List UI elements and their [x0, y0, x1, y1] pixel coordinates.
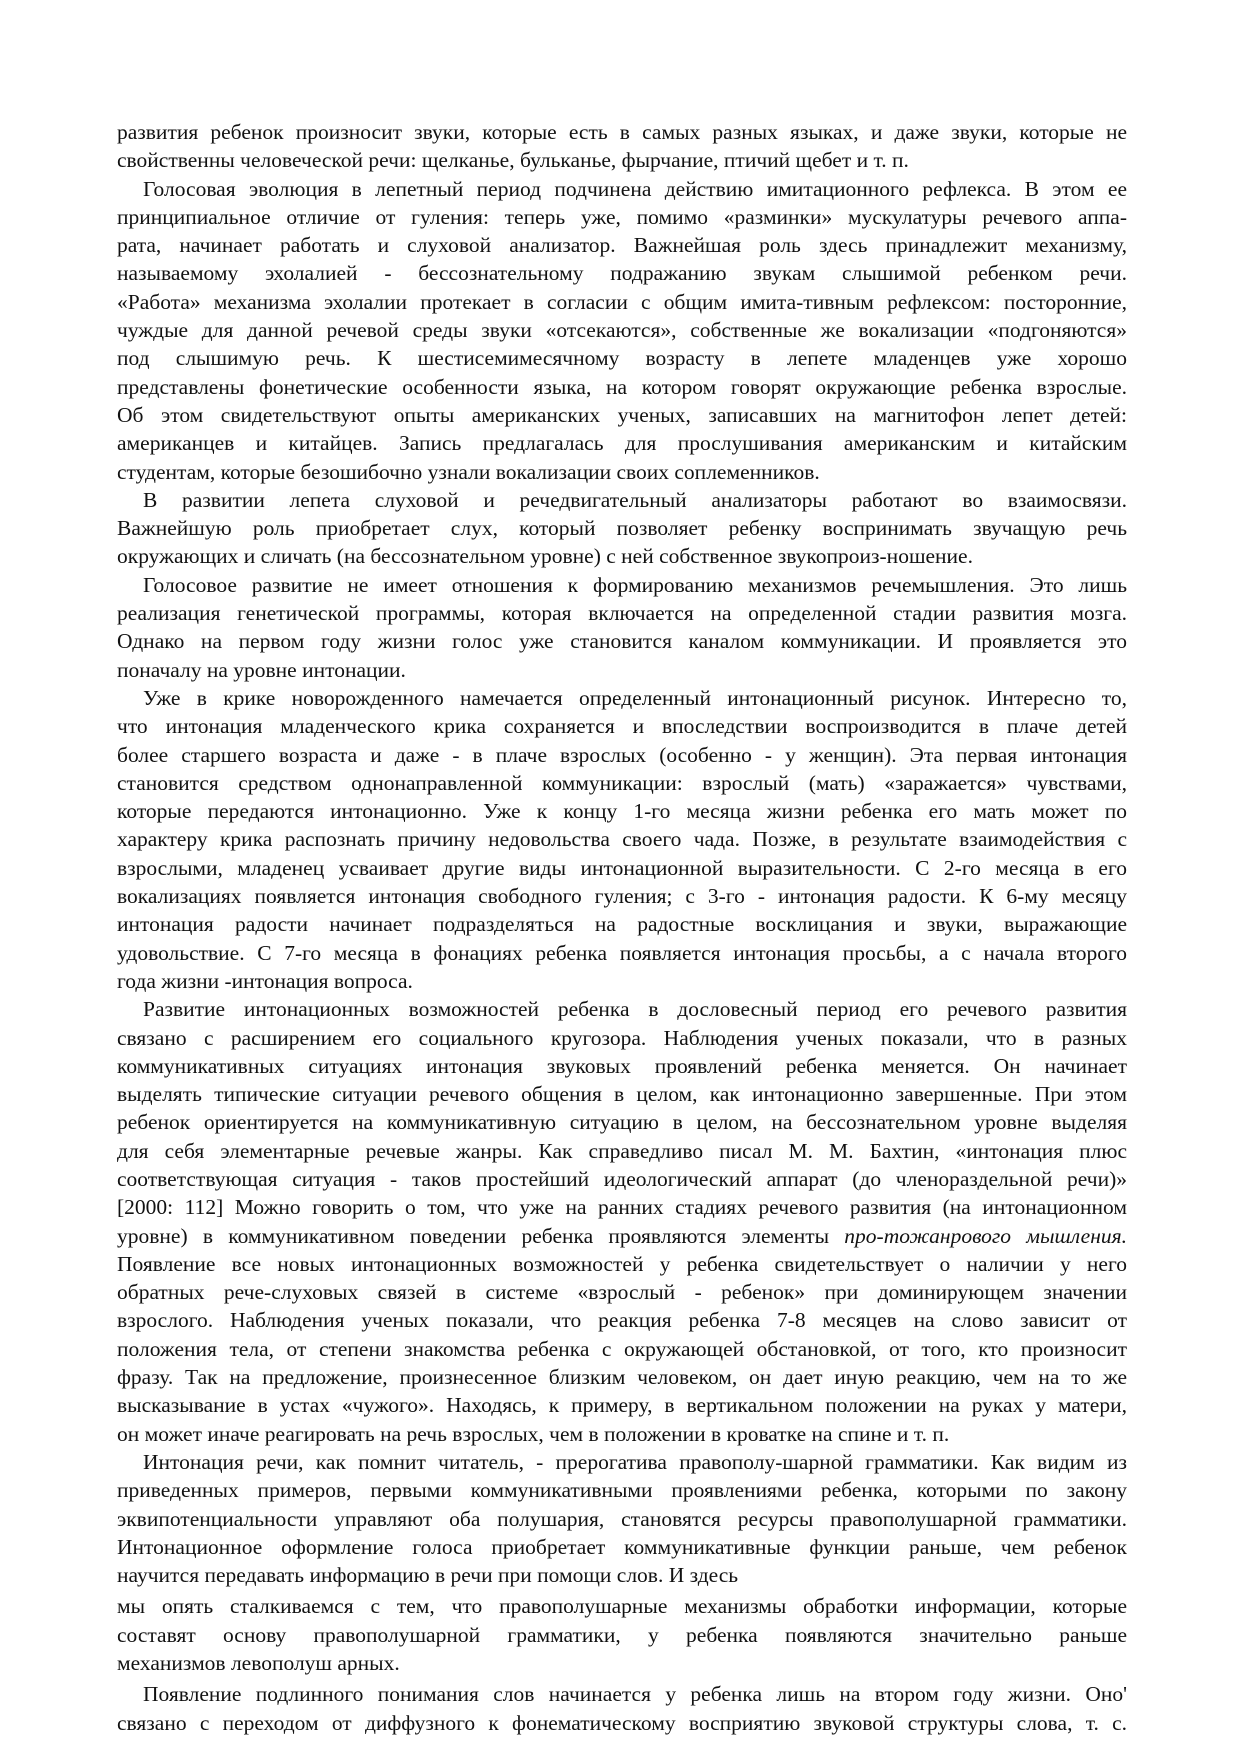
text-line: [117, 1080, 1127, 1108]
text-line-content: Интонационное оформление голоса приобретает коммуникативные функции раньше, чем ребенок: [117, 1534, 1127, 1559]
text-line-content: фразу. Так на предложение, произнесенное близким человеком, он дает иную реакцию, чем на то же: [117, 1365, 1127, 1390]
text-line-content: эквипотенциальности управляют оба полушария, становятся ресурсы правополушарной грамматики.: [117, 1506, 1127, 1531]
text-line: [117, 1533, 1127, 1561]
text-line-content: Об этом свидетельствуют опыты американских ученых, записавших на магнитофон лепет детей:: [117, 402, 1127, 427]
text-line-content: ребенок ориентируется на коммуникативную ситуацию в целом, на бессознательном уровне выделяя: [117, 1110, 1127, 1135]
text-line: [117, 1420, 1127, 1448]
text-line: [117, 1391, 1127, 1419]
text-line-content: составят основу правополушарной грамматики, у ребенка появляются значительно раньше: [117, 1622, 1127, 1647]
text-line: [117, 1476, 1127, 1504]
text-line: [117, 203, 1127, 231]
text-line: [117, 1561, 1127, 1589]
text-line-content: Появление подлинного понимания слов начинается у ребенка лишь на втором году жизни. Оно': [143, 1682, 1127, 1707]
text-line: [117, 712, 1127, 740]
text-line-content: окружающих и сличать (на бессознательном уровне) с ней собственное звукопроиз-ношение.: [117, 544, 973, 569]
text-line: [117, 910, 1127, 938]
text-line-content: чуждые для данной речевой среды звуки «отсекаются», собственные же вокализации «подгоняются»: [117, 318, 1127, 343]
text-line-content: что интонация младенческого крика сохраняется и впоследствии воспроизводится в плаче детей: [117, 714, 1127, 739]
text-line-content: студентам, которые безошибочно узнали вокализации своих соплеменников.: [117, 459, 820, 484]
text-line: [117, 1621, 1127, 1649]
text-line: [117, 316, 1127, 344]
text-line-content: мы опять сталкиваемся с тем, что правополушарные механизмы обработки информации, которые: [117, 1594, 1127, 1619]
text-line: [117, 1165, 1127, 1193]
text-line-content: выделять типические ситуации речевого общения в целом, как интонационно завершенные. При этом: [117, 1082, 1127, 1107]
text-line-content: научится передавать информацию в речи при помощи слов. И здесь: [117, 1563, 739, 1588]
text-line-content: [2000: 112] Можно говорить о том, что уже на ранних стадиях речевого развития (на интонационном: [117, 1195, 1127, 1220]
text-line: [117, 599, 1127, 627]
text-line-content: коммуникативных ситуациях интонация звуковых проявлений ребенка меняется. Он начинает: [117, 1053, 1127, 1078]
text-line: [117, 1505, 1127, 1533]
text-line: [117, 571, 1127, 599]
text-line: [117, 486, 1127, 514]
text-line: [117, 288, 1127, 316]
text-line: [117, 854, 1127, 882]
text-line-content: Голосовое развитие не имеет отношения к формированию механизмов речемышления. Это лишь: [143, 572, 1127, 597]
text-line: [117, 1250, 1127, 1278]
text-line: [117, 344, 1127, 372]
text-line-content: для себя элементарные речевые жанры. Как справедливо писал М. М. Бахтин, «интонация плюс: [117, 1138, 1127, 1163]
text-line: [117, 1709, 1127, 1737]
text-line-content: более старшего возраста и даже - в плаче взрослых (особенно - у женщин). Эта первая интонация: [117, 742, 1127, 767]
text-line-content: Важнейшую роль приобретает слух, который позволяет ребенку воспринимать звучащую речь: [117, 516, 1127, 541]
text-line-content: приведенных примеров, первыми коммуникативными проявлениями ребенка, которыми по закону: [117, 1478, 1127, 1503]
text-line: [117, 939, 1127, 967]
text-line-content: соответствующая ситуация - таков простейший идеологический аппарат (до членораздельной речи)»: [117, 1166, 1127, 1191]
text-line-content: Голосовая эволюция в лепетный период подчинена действию имитационного рефлекса. В этом ее: [143, 176, 1127, 201]
text-line-content: Развитие интонационных возможностей ребенка в дословесный период его речевого развития: [143, 997, 1127, 1022]
text-line: [117, 1193, 1127, 1221]
text-line: [117, 1592, 1127, 1620]
text-line-content: Однако на первом году жизни голос уже становится каналом коммуникации. И проявляется это: [117, 629, 1127, 654]
text-line: [117, 995, 1127, 1023]
text-line: [117, 118, 1127, 146]
text-line: [117, 684, 1127, 712]
text-line-content: он может иначе реагировать на речь взрослых, чем в положении в кроватке на спине и т. п.: [117, 1421, 950, 1446]
text-line: [117, 1052, 1127, 1080]
text-line: [117, 1222, 1127, 1250]
text-line-content: обратных рече-слуховых связей в системе «взрослый - ребенок» при доминирующем значении: [117, 1280, 1127, 1305]
text-line-content: американцев и китайцев. Запись предлагалась для прослушивания американским и китайским: [117, 431, 1127, 456]
text-line: [117, 882, 1127, 910]
text-line: [117, 231, 1127, 259]
text-line-content: года жизни -интонация вопроса.: [117, 968, 413, 993]
text-line: [117, 401, 1127, 429]
text-line: [117, 1137, 1127, 1165]
text-line-content: взрослого. Наблюдения ученых показали, что реакция ребенка 7-8 месяцев на слово зависит от: [117, 1308, 1127, 1333]
text-line: [117, 1649, 1127, 1677]
italic-term: про-тожанрового мышления.: [844, 1223, 1127, 1248]
text-line-content: связано с переходом от диффузного к фонематическому восприятию звуковой структуры слова, т. с.: [117, 1710, 1127, 1735]
text-line-content: называемому эхолалией - бессознательному подражанию звукам слышимой ребенком речи.: [117, 261, 1127, 286]
text-line-content: характеру крика распознать причину недовольства своего чада. Позже, в результате взаимодействия с: [117, 827, 1127, 852]
text-line-content: под слышимую речь. К шестисемимесячному возрасту в лепете младенцев уже хорошо: [117, 346, 1127, 371]
text-line-content: В развитии лепета слуховой и речедвигательный анализаторы работают во взаимосвязи.: [143, 487, 1127, 512]
text-line-content: высказывание в устах «чужого». Находясь, к примеру, в вертикальном положении на руках у матери,: [117, 1393, 1127, 1418]
text-line-content: реализация генетической программы, которая включается на определенной стадии развития мозга.: [117, 601, 1127, 626]
text-line-content: положения тела, от степени знакомства ребенка с окружающей обстановкой, от того, кто произносит: [117, 1336, 1127, 1361]
text-line: [117, 458, 1127, 486]
text-line: [117, 429, 1127, 457]
text-line-content: становится средством однонаправленной коммуникации: взрослый (мать) «заражается» чувствами,: [117, 770, 1127, 795]
text-line-content: Уже в крике новорожденного намечается определенный интонационный рисунок. Интересно то,: [143, 685, 1127, 710]
text-line-content: свойственны человеческой речи: щелканье, бульканье, фырчание, птичий щебет и т. п.: [117, 148, 909, 173]
text-line: [117, 627, 1127, 655]
text-line-content: Появление все новых интонационных возможностей у ребенка свидетельствует о наличии у него: [117, 1251, 1127, 1276]
text-line: [117, 769, 1127, 797]
text-line-content: развития ребенок произносит звуки, которые есть в самых разных языках, и даже звуки, которые не: [117, 120, 1127, 144]
text-line: [117, 542, 1127, 570]
text-line-content: связано с расширением его социального кругозора. Наблюдения ученых показали, что в разных: [117, 1025, 1127, 1050]
text-line: [117, 741, 1127, 769]
text-line-content: вокализациях появляется интонация свободного гуления; с 3-го - интонация радости. К 6-му месяцу: [117, 884, 1127, 909]
text-line-content: взрослыми, младенец усваивает другие виды интонационной выразительности. С 2-го месяца в его: [117, 855, 1127, 880]
text-line: [117, 1448, 1127, 1476]
text-line-content: поначалу на уровне интонации.: [117, 657, 406, 682]
text-line: [117, 175, 1127, 203]
text-line-content: Интонация речи, как помнит читатель, - прерогатива правополу-шарной грамматики. Как видим из: [143, 1449, 1127, 1474]
text-line-content: механизмов левополуш арных.: [117, 1651, 400, 1676]
text-line: [117, 1108, 1127, 1136]
text-line: [117, 1024, 1127, 1052]
text-line: [117, 1363, 1127, 1391]
text-line-content: принципиальное отличие от гуления: теперь уже, помимо «разминки» мускулатуры речевого аппа-: [117, 204, 1127, 229]
text-line: [117, 259, 1127, 287]
text-line: [117, 967, 1127, 995]
text-line-content: представлены фонетические особенности языка, на котором говорят окружающие ребенка взрослые.: [117, 374, 1127, 399]
text-line: [117, 1306, 1127, 1334]
text-line-content: уровне) в коммуникативном поведении ребенка проявляются элементы: [117, 1223, 845, 1248]
text-line-content: удовольствие. С 7-го месяца в фонациях ребенка появляется интонация просьбы, а с начала второго: [117, 940, 1127, 965]
text-line-content: «Работа» механизма эхолалии протекает в согласии с общим имита-тивным рефлексом: посторонние,: [117, 289, 1127, 314]
text-line: [117, 656, 1127, 684]
document-body: [117, 118, 1127, 1737]
text-line: [117, 825, 1127, 853]
text-line-content: интонация радости начинает подразделяться на радостные восклицания и звуки, выражающие: [117, 912, 1127, 937]
text-line: [117, 146, 1127, 174]
text-line-content: которые передаются интонационно. Уже к концу 1-го месяца жизни ребенка его мать может по: [117, 799, 1127, 824]
text-line-content: рата, начинает работать и слуховой анализатор. Важнейшая роль здесь принадлежит механизму,: [117, 233, 1127, 258]
text-line: [117, 1335, 1127, 1363]
text-line: [117, 1680, 1127, 1708]
text-line: [117, 1278, 1127, 1306]
text-line: [117, 373, 1127, 401]
text-line: [117, 797, 1127, 825]
text-line: [117, 514, 1127, 542]
